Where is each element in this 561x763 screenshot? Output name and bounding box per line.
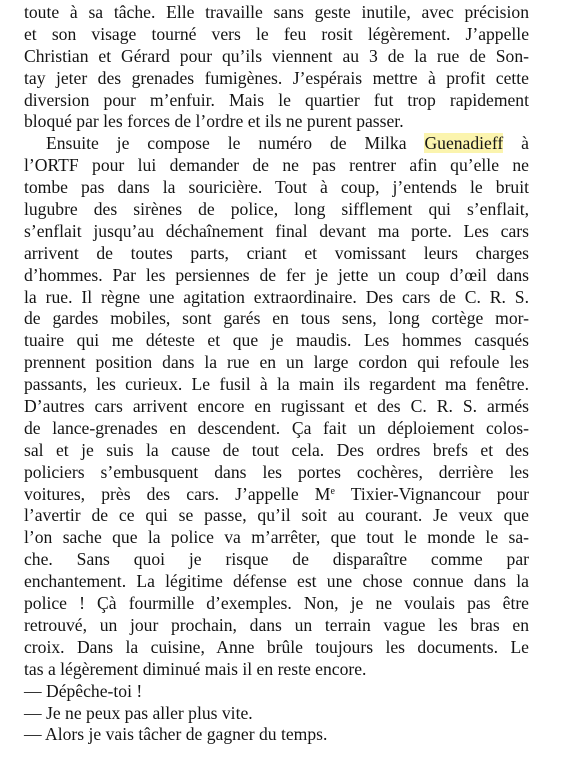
text-line: sal et je suis la cause de tout cela. Des ordres brefs et des [24,439,529,460]
text-line: tas a légèrement diminué mais il en reste encore. [24,658,367,679]
text-line: police ! Çà fourmille d’exemples. Non, je ne voulais pas être [24,593,529,614]
text-line: D’autres cars arrivent encore en rugissant et des C. R. S. armés [24,396,529,417]
body-text [24,2,529,746]
highlighted-word: Guenadieff [424,133,504,154]
superscript: e [330,485,335,497]
text-line: prennent position dans la rue en un large cordon qui refoule les [24,352,529,373]
text-line: passants, les curieux. Le fusil à la main ils regardent ma fenêtre. [24,374,529,395]
text-line: de lance-grenades en descendent. Ça fait un déploiement colos- [24,417,529,438]
text-line: croix. Dans la cuisine, Anne brûle toujours les documents. Le [24,636,529,657]
text-line: l’on sache que la police va m’arrêter, que tout le monde le sa- [24,527,529,548]
text-line: policiers s’embusquent dans les portes cochères, derrière les [24,461,529,482]
text-line: tuaire qui me déteste et que je maudis. Les hommes casqués [24,330,529,351]
text-line: l’avertir de ce qui se passe, qu’il soit au courant. Je veux que [24,505,529,526]
text-line: tombe pas dans la souricière. Tout à coup, j’entends le bruit [24,177,529,198]
paragraph-2 [24,133,529,680]
dialogue-line: — Je ne peux pas aller plus vite. [24,702,253,723]
text-line: lugubre des sirènes de police, long sifflement qui s’enflait, [24,199,529,220]
text-line: tay jeter des grenades fumigènes. J’espérais mettre à profit cette [24,67,529,88]
text-line: retrouvé, un jour prochain, dans un terrain vague les bras en [24,614,529,635]
text-segment: à [503,133,529,154]
text-line: d’hommes. Par les persiennes de fer je jette un coup d’œil dans [24,264,529,285]
text-line: che. Sans quoi je risque de disparaître comme par [24,549,529,570]
text-line [24,484,529,506]
text-segment: Tixier-Vignancour pour [334,483,529,504]
text-line: Christian et Gérard pour qu’ils viennent au 3 de la rue de Son- [24,45,529,66]
dialogue [24,681,529,747]
text-segment: Ensuite je compose le numéro de Milka [46,133,425,154]
text-segment: voitures, près des cars. J’appelle M [24,483,331,504]
text-line: de gardes mobiles, sont garés en tous sens, long cortège mor- [24,308,529,329]
paragraph-1 [24,2,529,133]
text-line: l’ORTF pour lui demander de ne pas rentrer afin qu’elle ne [24,155,529,176]
text-line: la rue. Il règne une agitation extraordinaire. Des cars de C. R. S. [24,286,529,307]
text-line: enchantement. La légitime défense est une chose connue dans la [24,571,529,592]
dialogue-line: — Alors je vais tâcher de gagner du temps. [24,724,328,745]
dialogue-line: — Dépêche-toi ! [24,680,143,701]
text-line: bloqué par les forces de l’ordre et ils ne purent passer. [24,111,404,132]
text-line [24,133,529,155]
text-line: et son visage tourné vers le feu rosit légèrement. J’appelle [24,23,529,44]
text-line: diversion pour m’enfuir. Mais le quartier fut trop rapidement [24,89,529,110]
text-line: toute à sa tâche. Elle travaille sans geste inutile, avec précision [24,2,529,22]
text-line: arrivent de toutes parts, criant et vomissant leurs charges [24,242,529,263]
text-line: s’enflait jusqu’au déchaînement final devant ma porte. Les cars [24,220,529,241]
